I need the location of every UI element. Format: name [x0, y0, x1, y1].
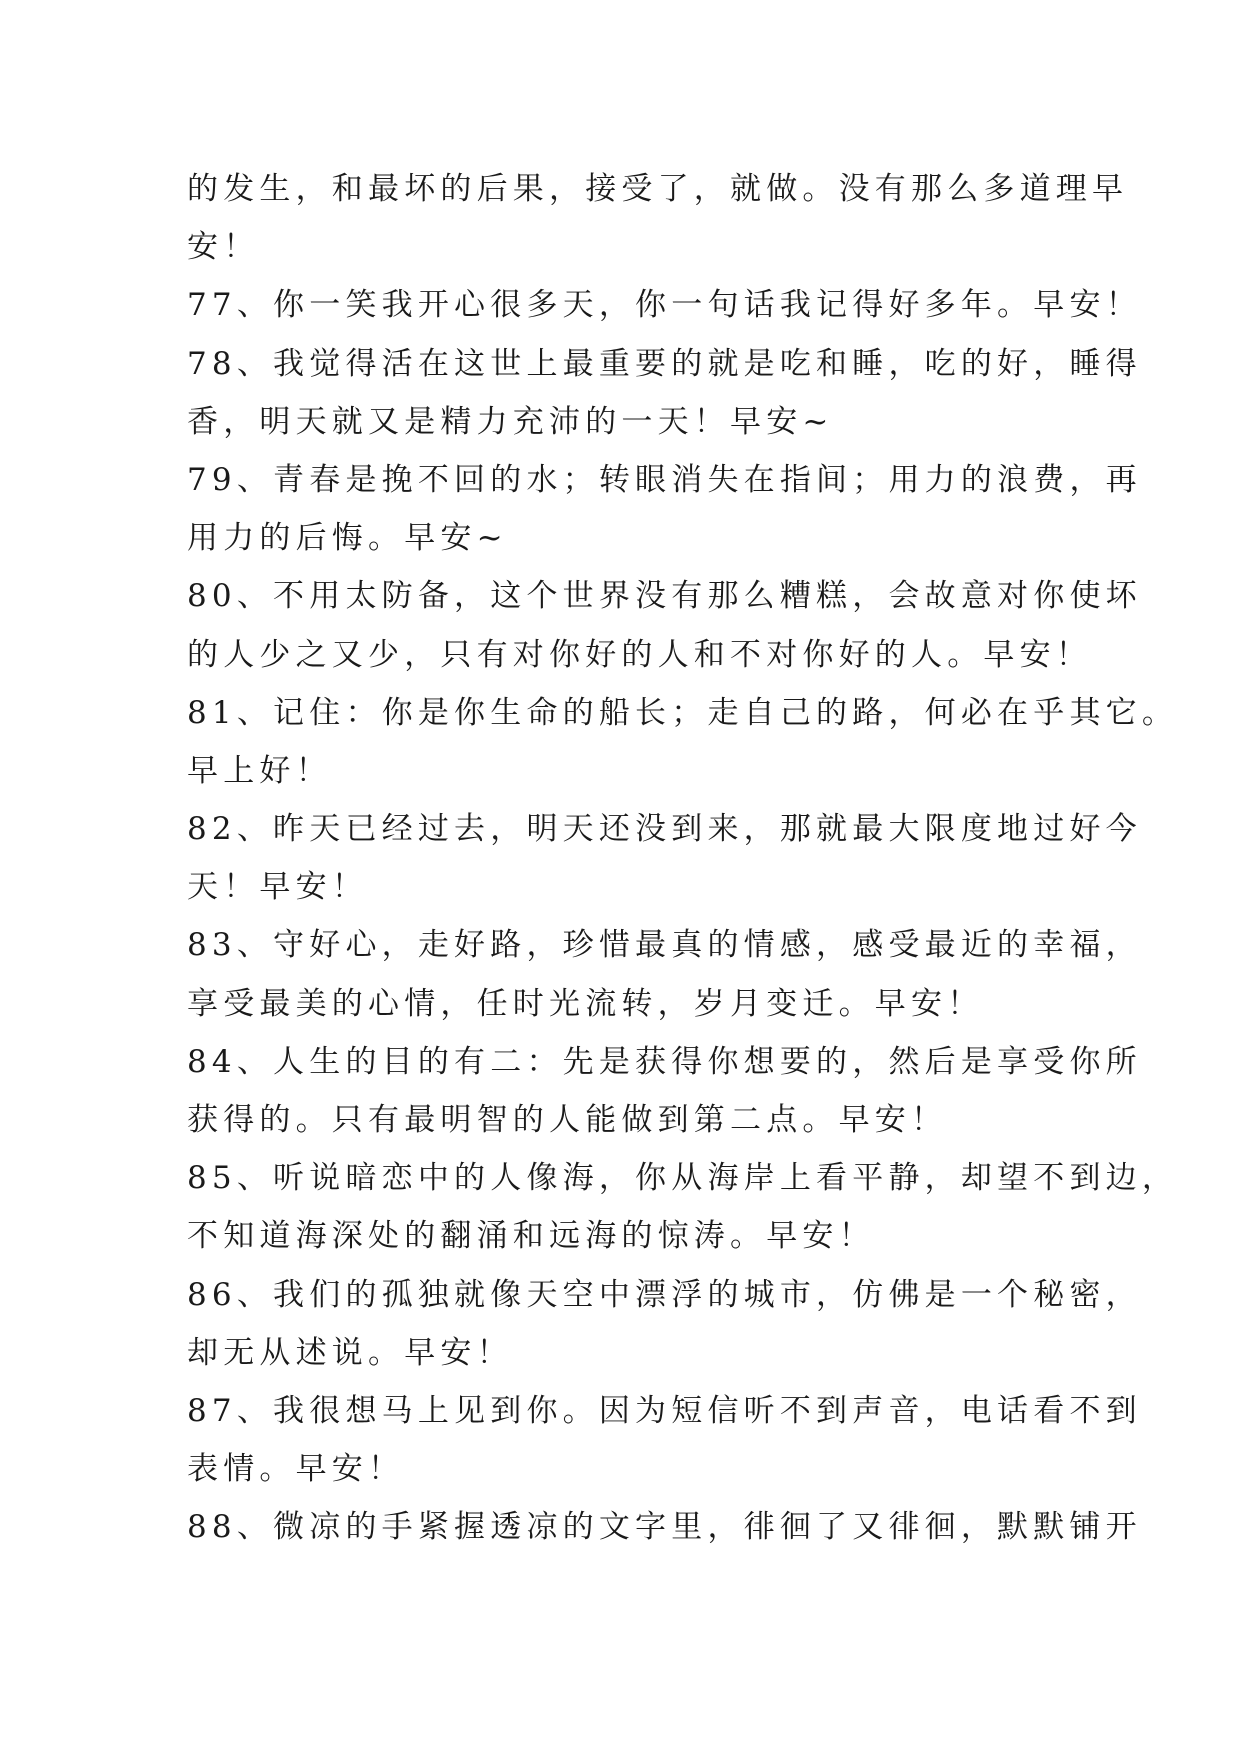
text-line: 享受最美的心情，任时光流转，岁月变迁。早安！ [187, 985, 984, 1022]
text-line: 84、人生的目的有二：先是获得你想要的，然后是享受你所 [187, 1043, 1142, 1080]
text-line: 83、守好心，走好路，珍惜最真的情感，感受最近的幸福， [187, 927, 1142, 964]
text-line: 86、我们的孤独就像天空中漂浮的城市，仿佛是一个秘密， [187, 1276, 1142, 1313]
text-line: 天！早安！ [187, 869, 368, 906]
text-line: 85、听说暗恋中的人像海，你从海岸上看平静，却望不到边， [187, 1160, 1179, 1197]
text-line: 早上好！ [187, 752, 332, 789]
text-line: 88、微凉的手紧握透凉的文字里，徘徊了又徘徊，默默铺开 [187, 1509, 1142, 1546]
text-line: 80、不用太防备，这个世界没有那么糟糕，会故意对你使坏 [187, 578, 1142, 615]
text-line: 用力的后悔。早安~ [187, 520, 508, 557]
text-line: 82、昨天已经过去，明天还没到来，那就最大限度地过好今 [187, 811, 1142, 848]
text-line: 获得的。只有最明智的人能做到第二点。早安！ [187, 1102, 948, 1138]
text-line: 79、青春是挽不回的水；转眼消失在指间；用力的浪费，再 [187, 461, 1142, 498]
text-line: 77、你一笑我开心很多天，你一句话我记得好多年。早安！ [187, 287, 1142, 324]
text-line: 却无从述说。早安！ [187, 1334, 513, 1371]
text-line: 81、记住：你是你生命的船长；走自己的路，何必在乎其它。 [187, 694, 1179, 731]
text-line: 的人少之又少，只有对你好的人和不对你好的人。早安！ [187, 636, 1092, 673]
text-line: 表情。早安！ [187, 1451, 405, 1488]
text-line: 不知道海深处的翻涌和远海的惊涛。早安！ [187, 1218, 875, 1255]
text-line: 香，明天就又是精力充沛的一天！早安~ [187, 403, 834, 440]
text-line: 87、我很想马上见到你。因为短信听不到声音，电话看不到 [187, 1392, 1142, 1429]
text-line: 的发生，和最坏的后果，接受了，就做。没有那么多道理早 [187, 171, 1129, 207]
document-body [187, 160, 1179, 1557]
text-line: 安！ [187, 229, 260, 266]
text-line: 78、我觉得活在这世上最重要的就是吃和睡，吃的好，睡得 [187, 345, 1142, 382]
